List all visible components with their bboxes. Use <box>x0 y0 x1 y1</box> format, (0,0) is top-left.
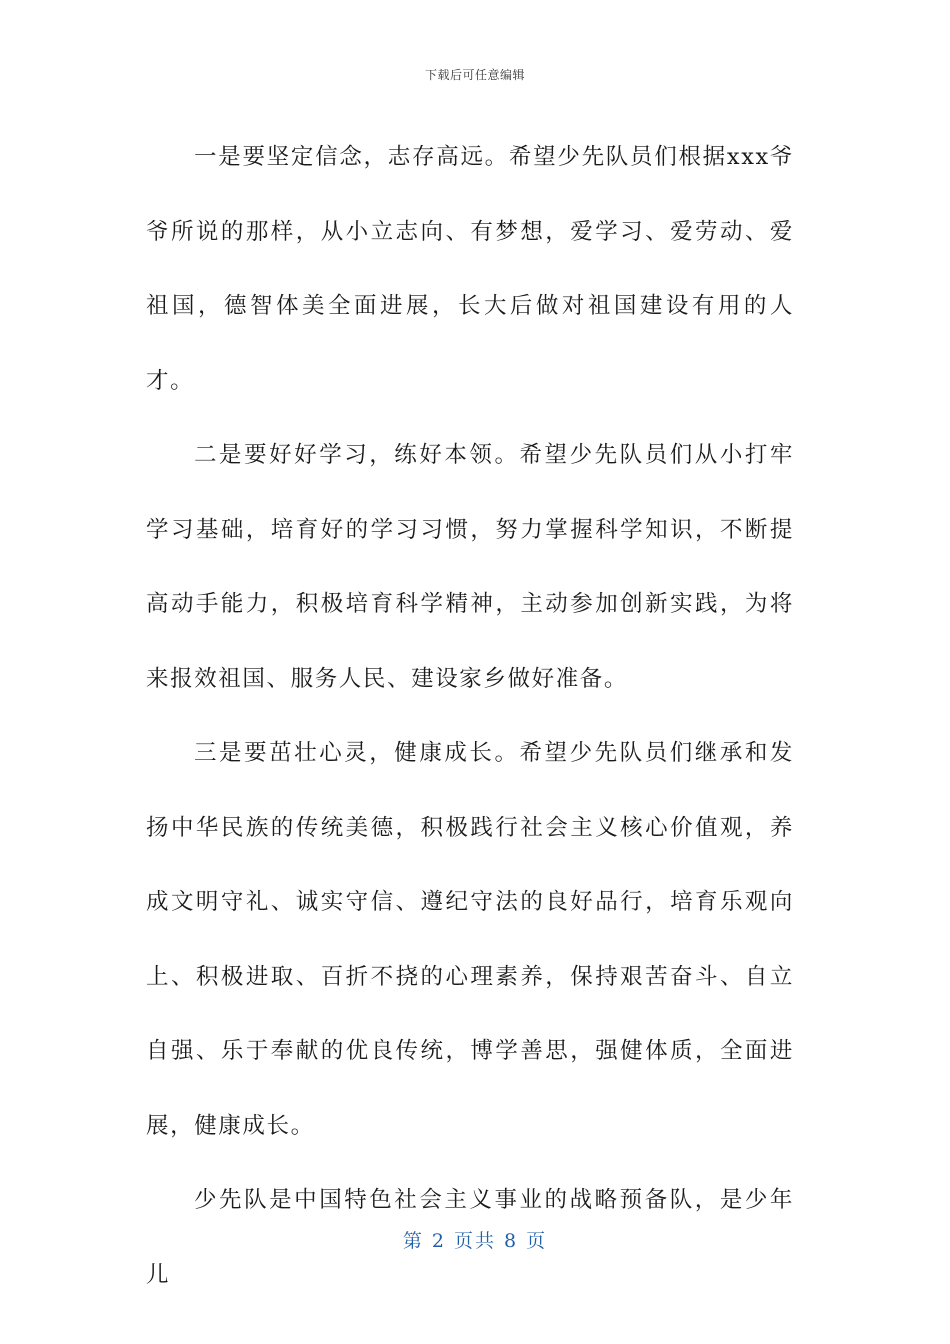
page-number-footer: 第 2 页共 8 页 <box>402 1230 548 1252</box>
paragraph-3: 三是要茁壮心灵，健康成长。希望少先队员们继承和发扬中华民族的传统美德，积极践行社会主义核心价值观，养成文明守礼、诚实守信、遵纪守法的良好品行，培育乐观向上、积极进取、百折不挠的心理素养，保持艰苦奋斗、自立自强、乐于奉献的优良传统，博学善思，强健体质，全面进展，健康成长。 <box>146 740 794 1139</box>
page-header: 下载后可任意编辑 <box>424 68 525 82</box>
paragraph-1: 一是要坚定信念，志存高远。希望少先队员们根据xxx爷爷所说的那样，从小立志向、有梦想，爱学习、爱劳动、爱祖国，德智体美全面进展，长大后做对祖国建设有用的人才。 <box>146 144 794 394</box>
paragraph-4: 少先队是中国特色社会主义事业的战略预备队，是少年儿 <box>146 1187 794 1288</box>
paragraph-2: 二是要好好学习，练好本领。希望少先队员们从小打牢学习基础，培育好的学习习惯，努力掌握科学知识，不断提高动手能力，积极培育科学精神，主动参加创新实践，为将来报效祖国、服务人民、建设家乡做好准备。 <box>146 442 794 692</box>
document-body <box>146 120 794 1312</box>
